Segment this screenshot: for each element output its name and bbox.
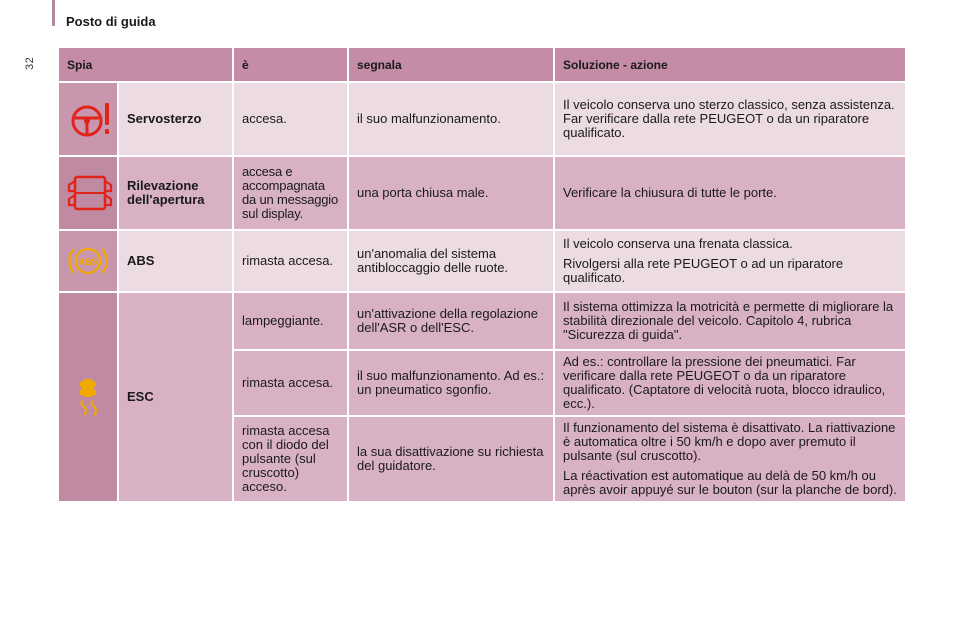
light-state: accesa.	[234, 83, 347, 155]
light-solution: Il veicolo conserva una frenata classica. Rivolgersi alla rete PEUGEOT o ad un riparatore qualificato.	[555, 231, 905, 291]
light-signal: una porta chiusa male.	[349, 157, 553, 229]
light-solution: Verificare la chiusura di tutte le porte.	[555, 157, 905, 229]
light-state: rimasta accesa con il diodo del pulsante (sul cruscotto) acceso.	[234, 417, 347, 501]
light-state: rimasta accesa.	[234, 351, 347, 415]
icon-cell	[59, 231, 117, 291]
light-state: lampeggiante.	[234, 293, 347, 349]
header-e: è	[234, 48, 347, 81]
door-open-icon	[67, 173, 113, 213]
light-signal: il suo malfunzionamento.	[349, 83, 553, 155]
light-solution: Il veicolo conserva uno sterzo classico, senza assistenza. Far verificare dalla rete PEUGEOT o da un riparatore qualificato.	[555, 83, 905, 155]
light-name: ESC	[119, 293, 232, 501]
svg-text:ABS: ABS	[78, 257, 98, 267]
warning-lights-table	[57, 46, 907, 503]
table-header-row	[59, 48, 905, 81]
page-side-bar	[52, 0, 55, 26]
light-name: ABS	[119, 231, 232, 291]
header-spia: Spia	[59, 48, 232, 81]
light-signal: un'anomalia del sistema antibloccaggio delle ruote.	[349, 231, 553, 291]
light-solution: Ad es.: controllare la pressione dei pneumatici. Far verificare dalla rete PEUGEOT o da un riparatore qualificato. (Captatore di velocità ruota, blocco idraulico, ecc.).	[555, 351, 905, 415]
light-name: Servosterzo	[119, 83, 232, 155]
table-row	[59, 83, 905, 155]
light-state: rimasta accesa.	[234, 231, 347, 291]
abs-icon	[68, 243, 108, 279]
icon-cell	[59, 157, 117, 229]
esc-skid-icon	[73, 377, 103, 417]
light-signal: la sua disattivazione su richiesta del guidatore.	[349, 417, 553, 501]
power-steering-icon	[67, 97, 117, 141]
header-segnala: segnala	[349, 48, 553, 81]
light-solution: Il sistema ottimizza la motricità e permette di migliorare la stabilità direzionale del veicolo. Capitolo 4, rubrica "Sicurezza di guida".	[555, 293, 905, 349]
table-row	[59, 293, 905, 349]
icon-cell	[59, 83, 117, 155]
light-state: accesa e accompagnata da un messaggio sul display.	[234, 157, 347, 229]
light-name: Rilevazione dell'apertura	[119, 157, 232, 229]
light-signal: il suo malfunzionamento. Ad es.: un pneumatico sgonfio.	[349, 351, 553, 415]
page-number: 32	[24, 56, 36, 70]
table-row	[59, 231, 905, 291]
header-soluzione: Soluzione - azione	[555, 48, 905, 81]
page-title: Posto di guida	[66, 14, 156, 29]
icon-cell	[59, 293, 117, 501]
table-row	[59, 157, 905, 229]
light-solution: Il funzionamento del sistema è disattivato. La riattivazione è automatica oltre i 50 km/h e dopo aver premuto il pulsante (sul cruscotto). La réactivation est automatique au delà de 50 km/h ou après avoir appuyé sur le bouton (sur la planche de bord).	[555, 417, 905, 501]
light-signal: un'attivazione della regolazione dell'ASR o dell'ESC.	[349, 293, 553, 349]
